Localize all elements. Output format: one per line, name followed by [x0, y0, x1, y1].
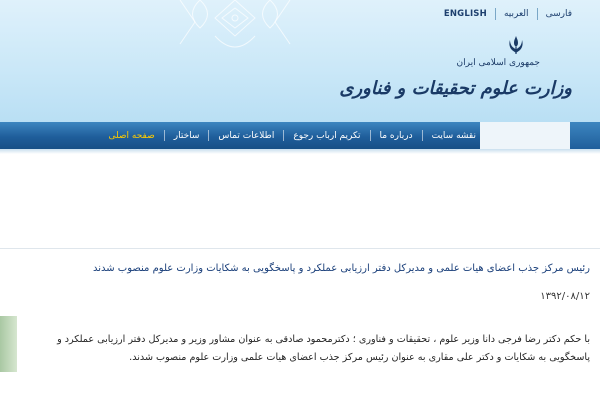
- nav-divider: [283, 130, 284, 141]
- nav-item-about[interactable]: درباره ما: [379, 130, 413, 141]
- news-title[interactable]: رئیس مرکز جذب اعضای هیات علمی و مدیرکل دفتر ارزیابی عملکرد و پاسخگویی به شکایات وزارت علوم منصوب شدند: [92, 263, 590, 274]
- nav-item-home[interactable]: صفحه اصلی: [108, 130, 155, 141]
- lang-english-link[interactable]: ENGLISH: [443, 9, 487, 19]
- nav-item-structure[interactable]: ساختار: [173, 130, 200, 141]
- nav-divider: [370, 130, 371, 141]
- nav-item-sitemap[interactable]: نقشه سایت: [431, 130, 476, 141]
- nav-menu: [108, 122, 476, 149]
- iran-emblem-icon: [505, 34, 527, 56]
- nav-divider: [422, 130, 423, 141]
- lang-separator: [537, 8, 538, 20]
- nav-item-contact[interactable]: اطلاعات تماس: [218, 130, 275, 141]
- republic-label: جمهوری اسلامی ایران: [456, 58, 540, 68]
- news-body: با حکم دکتر رضا فرجی دانا وزیر علوم ، تحقیقات و فناوری ؛ دکترمحمود صادقی به عنوان مشاور وزیر و مدیرکل دفتر ارزیابی عملکرد و پاسخگویی به شکایات و دکتر علی مقاری به عنوان رئیس مرکز جذب اعضای هیات علمی وزارت علوم منصوب شدند.: [57, 334, 590, 363]
- main-navigation: [0, 122, 600, 149]
- lang-arabic-link[interactable]: العربیه: [503, 9, 529, 19]
- ornament-pattern: [160, 0, 310, 60]
- nav-end-cap: [570, 122, 600, 149]
- ministry-title[interactable]: وزارت علوم تحقیقات و فناوری: [339, 78, 572, 99]
- nav-shadow: [0, 149, 600, 154]
- nav-divider: [164, 130, 165, 141]
- nav-divider: [208, 130, 209, 141]
- nav-item-client-respect[interactable]: تکریم ارباب رجوع: [293, 130, 361, 141]
- nav-spacer: [480, 122, 570, 149]
- language-switcher: [444, 6, 572, 22]
- lang-persian-link[interactable]: فارسی: [545, 9, 572, 19]
- site-header-banner: [0, 0, 600, 122]
- content-divider: [0, 248, 600, 249]
- lang-separator: [495, 8, 496, 20]
- news-thumbnail[interactable]: [0, 316, 17, 372]
- news-date: ۱۳۹۲/۰۸/۱۲: [540, 291, 590, 302]
